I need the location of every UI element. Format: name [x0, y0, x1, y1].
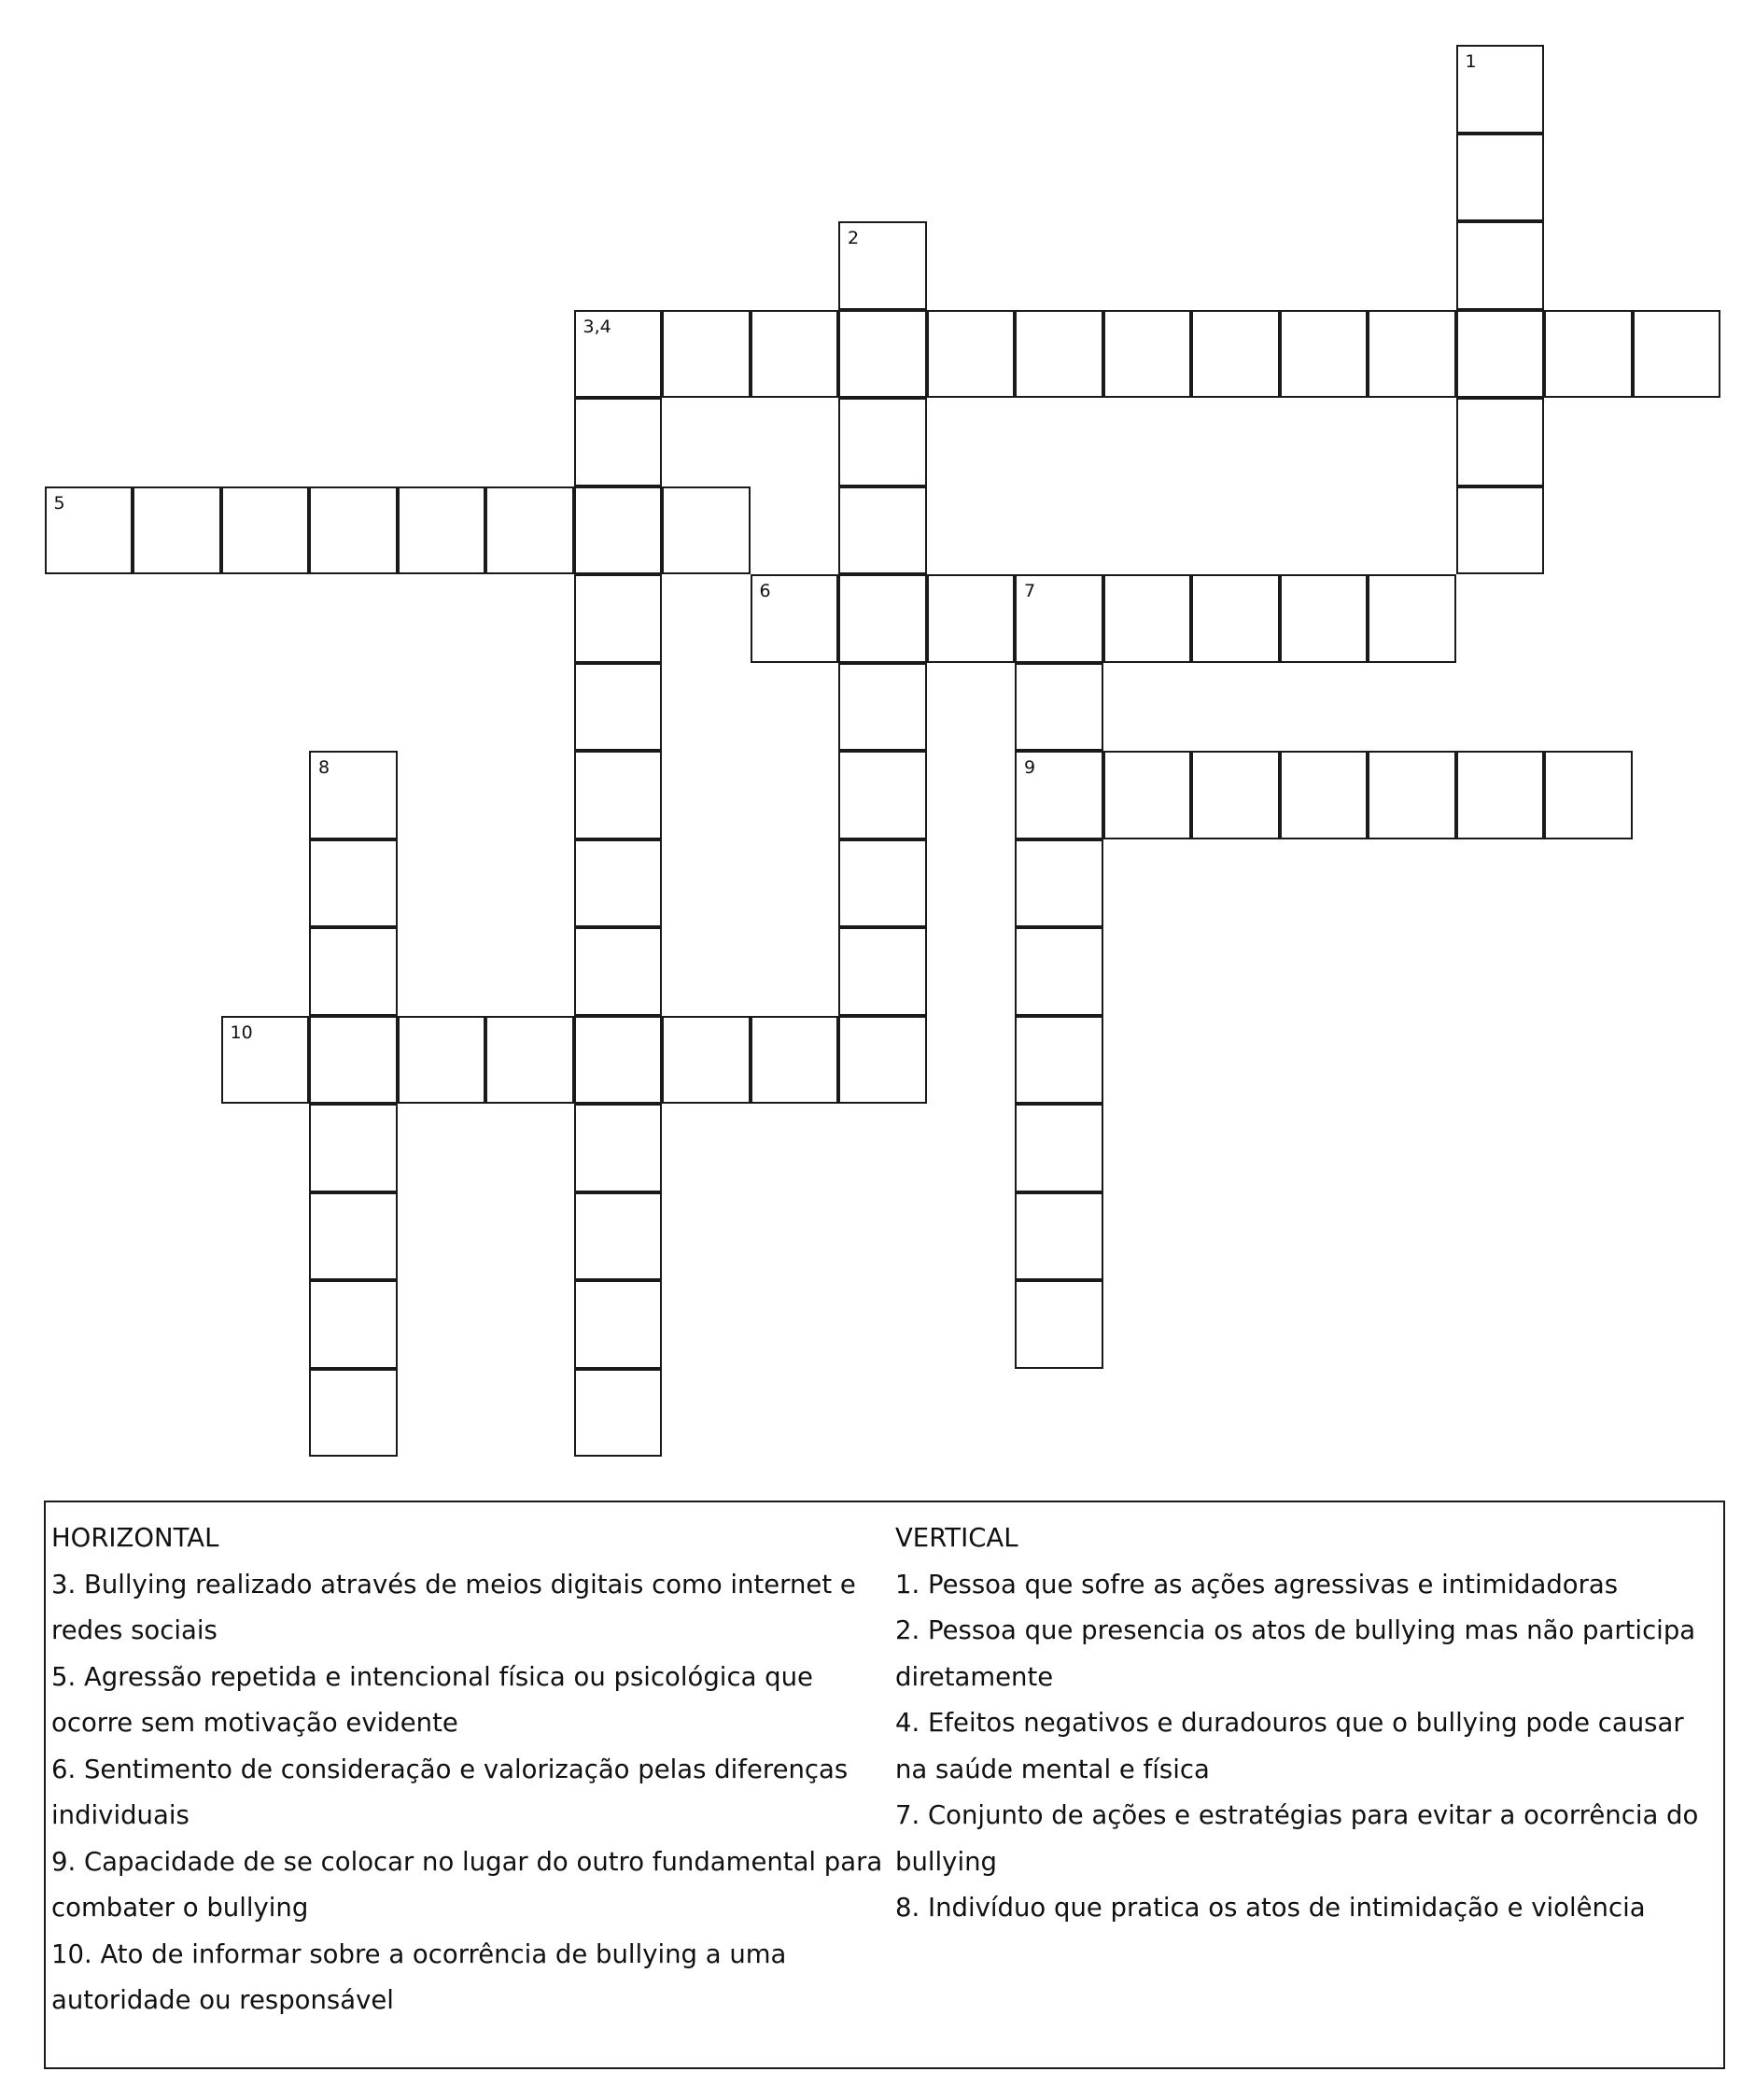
- grid-cell[interactable]: [574, 751, 663, 839]
- grid-cell[interactable]: [1456, 751, 1545, 839]
- grid-cell[interactable]: [574, 310, 663, 399]
- grid-cell[interactable]: [1456, 221, 1545, 310]
- clue-number: 3,4: [583, 316, 611, 337]
- grid-cell[interactable]: [574, 1280, 663, 1369]
- clue-number: 5: [53, 492, 65, 514]
- grid-cell[interactable]: [927, 574, 1016, 663]
- clue-number: 7: [1024, 581, 1036, 601]
- clue-number: 10: [230, 1022, 253, 1043]
- grid-cell[interactable]: [1103, 751, 1192, 839]
- grid-cell[interactable]: [1015, 839, 1103, 928]
- grid-cell[interactable]: [1368, 310, 1456, 399]
- grid-cell[interactable]: [221, 1016, 310, 1105]
- grid-cell[interactable]: [398, 1016, 486, 1105]
- grid-cell[interactable]: [1015, 927, 1103, 1016]
- horizontal-clue-9: 9. Capacidade de se colocar no lugar do outro fundamental para combater o bullying: [51, 1846, 883, 1923]
- grid-cell[interactable]: [309, 1104, 398, 1192]
- horizontal-clue-6: 6. Sentimento de consideração e valorização pelas diferenças individuais: [51, 1754, 849, 1830]
- grid-cell[interactable]: [838, 927, 927, 1016]
- grid-cell[interactable]: [1015, 751, 1103, 839]
- grid-cell[interactable]: [574, 839, 663, 928]
- grid-cell[interactable]: [45, 486, 133, 575]
- grid-cell[interactable]: [485, 486, 574, 575]
- grid-cell[interactable]: [221, 486, 310, 575]
- grid-cell[interactable]: [309, 486, 398, 575]
- grid-cell[interactable]: [838, 1016, 927, 1105]
- grid-cell[interactable]: [133, 486, 221, 575]
- grid-cell[interactable]: [309, 839, 398, 928]
- grid-cell[interactable]: [1456, 134, 1545, 222]
- vertical-clues: [895, 1515, 1717, 1932]
- horizontal-clue-10: 10. Ato de informar sobre a ocorrência de bullying a uma autoridade ou responsável: [51, 1938, 787, 2015]
- grid-cell[interactable]: [574, 486, 663, 575]
- grid-cell[interactable]: [838, 751, 927, 839]
- vertical-clue-8: 8. Indivíduo que pratica os atos de intimidação e violência: [895, 1893, 1646, 1923]
- grid-cell[interactable]: [662, 486, 751, 575]
- grid-cell[interactable]: [838, 663, 927, 752]
- grid-cell[interactable]: [1015, 663, 1103, 752]
- grid-cell[interactable]: [838, 310, 927, 399]
- grid-cell[interactable]: [1191, 751, 1280, 839]
- horizontal-clue-5: 5. Agressão repetida e intencional física ou psicológica que ocorre sem motivação evidente: [51, 1661, 813, 1738]
- grid-cell[interactable]: [1015, 310, 1103, 399]
- grid-cell[interactable]: [751, 310, 839, 399]
- grid-cell[interactable]: [1015, 574, 1103, 663]
- grid-cell[interactable]: [838, 221, 927, 310]
- vertical-clue-2: 2. Pessoa que presencia os atos de bullying mas não participa diretamente: [895, 1615, 1696, 1692]
- clue-number: 6: [759, 581, 771, 601]
- grid-cell[interactable]: [927, 310, 1016, 399]
- grid-cell[interactable]: [838, 486, 927, 575]
- grid-cell[interactable]: [309, 1192, 398, 1281]
- grid-cell[interactable]: [1368, 574, 1456, 663]
- horizontal-clue-3: 3. Bullying realizado através de meios digitais como internet e redes sociais: [51, 1569, 856, 1645]
- horizontal-clues: [51, 1515, 892, 2024]
- grid-cell[interactable]: [309, 751, 398, 839]
- grid-cell[interactable]: [1280, 751, 1369, 839]
- grid-cell[interactable]: [1191, 310, 1280, 399]
- grid-cell[interactable]: [485, 1016, 574, 1105]
- grid-cell[interactable]: [1015, 1016, 1103, 1105]
- grid-cell[interactable]: [662, 310, 751, 399]
- grid-cell[interactable]: [1456, 45, 1545, 134]
- clue-number: 9: [1024, 757, 1036, 778]
- grid-cell[interactable]: [574, 927, 663, 1016]
- grid-cell[interactable]: [1456, 310, 1545, 399]
- grid-cell[interactable]: [1103, 574, 1192, 663]
- grid-cell[interactable]: [751, 1016, 839, 1105]
- grid-cell[interactable]: [574, 663, 663, 752]
- grid-cell[interactable]: [1015, 1104, 1103, 1192]
- vertical-clue-7: 7. Conjunto de ações e estratégias para evitar a ocorrência do bullying: [895, 1800, 1699, 1877]
- grid-cell[interactable]: [1544, 310, 1633, 399]
- grid-cell[interactable]: [662, 1016, 751, 1105]
- grid-cell[interactable]: [574, 574, 663, 663]
- grid-cell[interactable]: [574, 1104, 663, 1192]
- clue-number: 1: [1465, 51, 1477, 72]
- grid-cell[interactable]: [574, 1016, 663, 1105]
- grid-cell[interactable]: [1280, 574, 1369, 663]
- grid-cell[interactable]: [1633, 310, 1721, 399]
- grid-cell[interactable]: [751, 574, 839, 663]
- grid-cell[interactable]: [1456, 486, 1545, 575]
- vertical-heading: VERTICAL: [895, 1523, 1018, 1553]
- grid-cell[interactable]: [309, 1369, 398, 1458]
- grid-cell[interactable]: [574, 1369, 663, 1458]
- grid-cell[interactable]: [1103, 310, 1192, 399]
- grid-cell[interactable]: [574, 1192, 663, 1281]
- horizontal-heading: HORIZONTAL: [51, 1523, 219, 1553]
- clues-box: [44, 1501, 1725, 2069]
- clue-number: 2: [848, 228, 860, 248]
- grid-cell[interactable]: [398, 486, 486, 575]
- grid-cell[interactable]: [309, 1016, 398, 1105]
- grid-cell[interactable]: [1456, 398, 1545, 486]
- grid-cell[interactable]: [1280, 310, 1369, 399]
- grid-cell[interactable]: [1015, 1192, 1103, 1281]
- grid-cell[interactable]: [838, 839, 927, 928]
- vertical-clue-4: 4. Efeitos negativos e duradouros que o bullying pode causar na saúde mental e física: [895, 1708, 1684, 1784]
- vertical-clue-1: 1. Pessoa que sofre as ações agressivas e intimidadoras: [895, 1569, 1619, 1600]
- grid-cell[interactable]: [838, 398, 927, 486]
- grid-cell[interactable]: [1544, 751, 1633, 839]
- clue-number: 8: [318, 757, 330, 778]
- grid-cell[interactable]: [1015, 1280, 1103, 1369]
- grid-cell[interactable]: [309, 927, 398, 1016]
- grid-cell[interactable]: [1368, 751, 1456, 839]
- grid-cell[interactable]: [1191, 574, 1280, 663]
- grid-cell[interactable]: [574, 398, 663, 486]
- grid-cell[interactable]: [838, 574, 927, 663]
- grid-cell[interactable]: [309, 1280, 398, 1369]
